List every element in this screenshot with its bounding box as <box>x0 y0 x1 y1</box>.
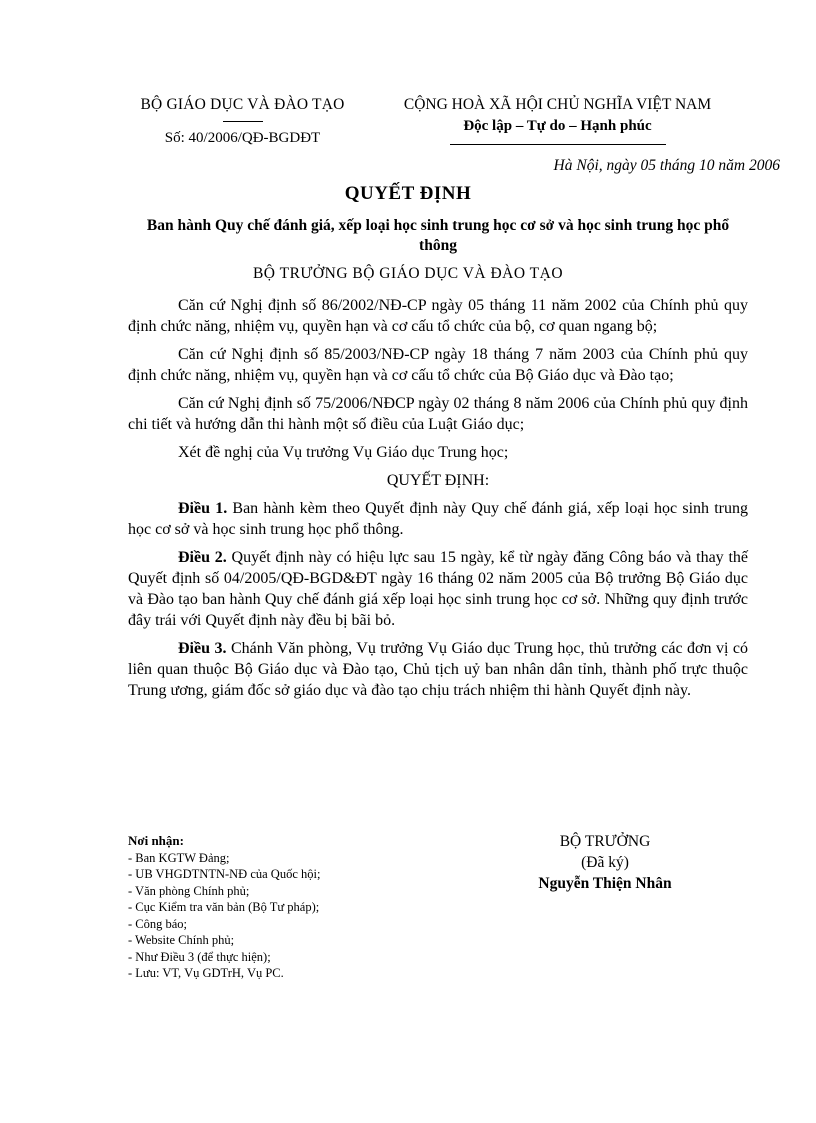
document-body <box>128 295 748 708</box>
article-text: Ban hành kèm theo Quyết định này Quy chế đánh giá, xếp loại học sinh trung học cơ sở và học sinh trung học phổ thông. <box>128 500 748 538</box>
recipient-item: - Cục Kiểm tra văn bản (Bộ Tư pháp); <box>128 900 320 914</box>
recipient-item: - Ban KGTW Đảng; <box>128 850 230 865</box>
signature-status: (Đã ký) <box>581 854 629 871</box>
signer-name: Nguyễn Thiện Nhân <box>538 875 672 892</box>
document-number-suffix: /2006/QĐ-BGDĐT <box>203 130 321 146</box>
preamble-paragraph: Căn cứ Nghị định số 85/2003/NĐ-CP ngày 18 tháng 7 năm 2003 của Chính phủ quy định chức năng, nhiệm vụ, quyền hạn và cơ cấu tổ chức của Bộ Giáo dục và Đào tạo; <box>128 346 748 384</box>
national-header-block <box>365 96 750 145</box>
preamble-paragraph: Căn cứ Nghị định số 75/2006/NĐCP ngày 02 tháng 8 năm 2006 của Chính phủ quy định chi tiết và hướng dẫn thi hành một số điều của Luật Giáo dục; <box>128 395 748 433</box>
country-name: CỘNG HOÀ XÃ HỘI CHỦ NGHĨA VIỆT NAM <box>403 96 712 113</box>
preamble-paragraph: Xét đề nghị của Vụ trưởng Vụ Giáo dục Trung học; <box>178 444 509 461</box>
article-text: Quyết định này có hiệu lực sau 15 ngày, kể từ ngày đăng Công báo và thay thế Quyết định số 04/2005/QĐ-BGD&ĐT ngày 16 tháng 02 năm 2005 của Bộ trưởng Bộ Giáo dục và Đào tạo ban hành Quy chế đánh giá xếp loại học sinh trung học cơ sở. Những quy định trước đây trái với Quyết định này đều bị bãi bỏ. <box>128 549 749 629</box>
article-text: Chánh Văn phòng, Vụ trưởng Vụ Giáo dục Trung học, thủ trưởng các đơn vị có liên quan thuộc Bộ Giáo dục và Đào tạo, Chủ tịch uỷ ban nhân dân tỉnh, thành phố trực thuộc Trung ương, giám đốc sở giáo dục và đào tạo chịu trách nhiệm thi hành Quyết định này. <box>128 640 749 699</box>
minister-heading: BỘ TRƯỞNG BỘ GIÁO DỤC VÀ ĐÀO TẠO <box>252 265 564 282</box>
agency-underline <box>223 121 263 122</box>
issue-date: Hà Nội, ngày 05 tháng 10 năm 2006 <box>553 157 780 174</box>
document-subtitle: Ban hành Quy chế đánh giá, xếp loại học sinh trung học cơ sở và học sinh trung học phổ thông <box>146 217 730 254</box>
decision-heading: QUYẾT ĐỊNH: <box>386 472 490 489</box>
issuing-agency: BỘ GIÁO DỤC VÀ ĐÀO TẠO <box>140 96 345 113</box>
recipient-item: - Văn phòng Chính phủ; <box>128 883 250 898</box>
recipient-item: - Như Điều 3 (để thực hiện); <box>128 949 271 964</box>
document-number-prefix: Số: <box>164 130 189 146</box>
article-label: Điều 3. <box>178 640 227 657</box>
article-3 <box>128 638 748 701</box>
signer-title: BỘ TRƯỞNG <box>559 833 651 850</box>
issuing-agency-block <box>120 96 365 147</box>
recipient-item: - Lưu: VT, Vụ GDTrH, Vụ PC. <box>128 966 284 980</box>
recipient-item: - Công báo; <box>128 916 188 931</box>
signature-block <box>480 831 730 894</box>
document-title: QUYẾT ĐỊNH <box>344 183 472 204</box>
recipients-label: Nơi nhận: <box>128 833 184 848</box>
article-1 <box>128 498 748 540</box>
national-motto: Độc lập – Tự do – Hạnh phúc <box>463 118 652 134</box>
article-2 <box>128 547 748 631</box>
preamble-paragraph: Căn cứ Nghị định số 86/2002/NĐ-CP ngày 05 tháng 11 năm 2002 của Chính phủ quy định chức năng, nhiệm vụ, quyền hạn và cơ cấu tổ chức của bộ, cơ quan ngang bộ; <box>128 297 748 335</box>
motto-underline <box>450 144 666 145</box>
document-number-main: 40 <box>188 130 204 146</box>
recipient-item: - UB VHGDTNTN-NĐ của Quốc hội; <box>128 867 321 881</box>
recipients-block <box>128 833 428 982</box>
recipient-item: - Website Chính phủ; <box>128 933 235 947</box>
article-label: Điều 1. <box>178 500 228 517</box>
article-label: Điều 2. <box>178 549 227 566</box>
document-number <box>120 130 365 147</box>
